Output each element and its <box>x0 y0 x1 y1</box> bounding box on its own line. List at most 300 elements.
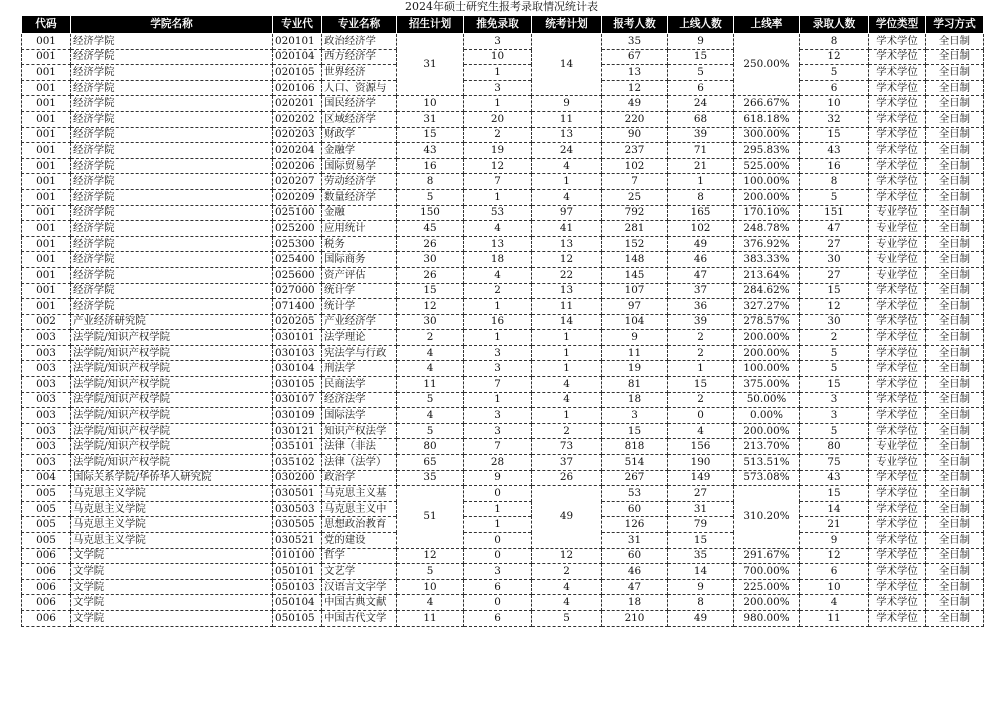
exempt-admitted-cell: 1 <box>464 517 532 533</box>
qualify-rate-cell: 200.00% <box>734 189 800 205</box>
admitted-cell: 30 <box>800 314 869 330</box>
college-cell: 经济学院 <box>71 49 273 65</box>
degree-type-cell: 学术学位 <box>869 299 926 315</box>
major-name-cell: 知识产权法学 <box>322 423 397 439</box>
qualified-cell: 71 <box>668 143 734 159</box>
table-row <box>22 252 984 268</box>
college-cell: 经济学院 <box>71 127 273 143</box>
table-row <box>22 189 984 205</box>
qualify-rate-cell: 0.00% <box>734 408 800 424</box>
degree-type-cell: 专业学位 <box>869 205 926 221</box>
qualify-rate-cell: 525.00% <box>734 158 800 174</box>
applicants-cell: 281 <box>602 221 668 237</box>
major-name-cell: 汉语言文字学 <box>322 579 397 595</box>
major-code-cell: 050103 <box>273 579 322 595</box>
college-cell: 经济学院 <box>71 143 273 159</box>
table-row <box>22 408 984 424</box>
college-cell: 马克思主义学院 <box>71 517 273 533</box>
exempt-admitted-cell: 28 <box>464 455 532 471</box>
study-mode-cell: 全日制 <box>926 236 984 252</box>
table-row <box>22 49 984 65</box>
major-name-cell: 刑法学 <box>322 361 397 377</box>
code-cell: 001 <box>22 158 71 174</box>
qualify-rate-cell: 291.67% <box>734 548 800 564</box>
code-cell: 001 <box>22 111 71 127</box>
major-code-cell: 030109 <box>273 408 322 424</box>
major-name-cell: 资产评估 <box>322 267 397 283</box>
major-name-cell: 思想政治教育 <box>322 517 397 533</box>
degree-type-cell: 学术学位 <box>869 501 926 517</box>
major-name-cell: 金融学 <box>322 143 397 159</box>
applicants-cell: 60 <box>602 501 668 517</box>
admitted-cell: 5 <box>800 361 869 377</box>
col-header-qualified: 上线人数 <box>668 16 734 34</box>
enroll-plan-cell: 45 <box>397 221 464 237</box>
major-name-cell: 文艺学 <box>322 564 397 580</box>
code-cell: 006 <box>22 610 71 626</box>
admitted-cell: 16 <box>800 158 869 174</box>
college-cell: 文学院 <box>71 595 273 611</box>
study-mode-cell: 全日制 <box>926 96 984 112</box>
college-cell: 马克思主义学院 <box>71 486 273 502</box>
major-name-cell: 宪法学与行政 <box>322 345 397 361</box>
college-cell: 经济学院 <box>71 299 273 315</box>
exam-plan-cell: 2 <box>532 423 602 439</box>
major-name-cell: 法学理论 <box>322 330 397 346</box>
exam-plan-cell: 4 <box>532 392 602 408</box>
college-cell: 经济学院 <box>71 96 273 112</box>
enroll-plan-cell: 5 <box>397 392 464 408</box>
exam-plan-cell: 5 <box>532 610 602 626</box>
qualified-cell: 35 <box>668 548 734 564</box>
admitted-cell: 8 <box>800 34 869 50</box>
degree-type-cell: 专业学位 <box>869 455 926 471</box>
admitted-cell: 14 <box>800 501 869 517</box>
table-row <box>22 455 984 471</box>
qualify-rate-cell: 248.78% <box>734 221 800 237</box>
exempt-admitted-cell: 1 <box>464 392 532 408</box>
code-cell: 003 <box>22 408 71 424</box>
college-cell: 马克思主义学院 <box>71 501 273 517</box>
study-mode-cell: 全日制 <box>926 314 984 330</box>
table-row <box>22 143 984 159</box>
major-code-cell: 020207 <box>273 174 322 190</box>
college-cell: 法学院/知识产权学院 <box>71 345 273 361</box>
code-cell: 003 <box>22 423 71 439</box>
qualified-cell: 79 <box>668 517 734 533</box>
study-mode-cell: 全日制 <box>926 252 984 268</box>
code-cell: 001 <box>22 127 71 143</box>
qualified-cell: 2 <box>668 345 734 361</box>
college-cell: 经济学院 <box>71 189 273 205</box>
degree-type-cell: 学术学位 <box>869 610 926 626</box>
degree-type-cell: 学术学位 <box>869 111 926 127</box>
study-mode-cell: 全日制 <box>926 579 984 595</box>
code-cell: 001 <box>22 299 71 315</box>
major-name-cell: 法律（非法 <box>322 439 397 455</box>
major-code-cell: 020206 <box>273 158 322 174</box>
code-cell: 003 <box>22 439 71 455</box>
college-cell: 经济学院 <box>71 80 273 96</box>
exempt-admitted-cell: 6 <box>464 610 532 626</box>
table-row <box>22 34 984 50</box>
exam-plan-cell: 49 <box>532 486 602 548</box>
applicants-cell: 237 <box>602 143 668 159</box>
major-name-cell: 政治经济学 <box>322 34 397 50</box>
table-row <box>22 486 984 502</box>
major-code-cell: 025200 <box>273 221 322 237</box>
enroll-plan-cell: 5 <box>397 423 464 439</box>
code-cell: 001 <box>22 189 71 205</box>
applicants-cell: 47 <box>602 579 668 595</box>
qualify-rate-cell: 573.08% <box>734 470 800 486</box>
major-code-cell: 030121 <box>273 423 322 439</box>
study-mode-cell: 全日制 <box>926 299 984 315</box>
degree-type-cell: 学术学位 <box>869 65 926 81</box>
table-row <box>22 345 984 361</box>
qualified-cell: 27 <box>668 486 734 502</box>
exempt-admitted-cell: 53 <box>464 205 532 221</box>
college-cell: 法学院/知识产权学院 <box>71 377 273 393</box>
major-name-cell: 马克思主义基 <box>322 486 397 502</box>
exam-plan-cell: 26 <box>532 470 602 486</box>
major-code-cell: 025300 <box>273 236 322 252</box>
exempt-admitted-cell: 13 <box>464 236 532 252</box>
col-header-code: 代码 <box>22 16 71 34</box>
study-mode-cell: 全日制 <box>926 517 984 533</box>
exempt-admitted-cell: 2 <box>464 283 532 299</box>
major-name-cell: 人口、资源与 <box>322 80 397 96</box>
qualify-rate-cell: 284.62% <box>734 283 800 299</box>
degree-type-cell: 学术学位 <box>869 579 926 595</box>
study-mode-cell: 全日制 <box>926 486 984 502</box>
exam-plan-cell: 97 <box>532 205 602 221</box>
exam-plan-cell: 1 <box>532 345 602 361</box>
code-cell: 001 <box>22 221 71 237</box>
exam-plan-cell: 1 <box>532 361 602 377</box>
admitted-cell: 5 <box>800 345 869 361</box>
table-row <box>22 564 984 580</box>
code-cell: 001 <box>22 143 71 159</box>
col-header-study-mode: 学习方式 <box>926 16 984 34</box>
table-row <box>22 377 984 393</box>
qualify-rate-cell: 383.33% <box>734 252 800 268</box>
qualified-cell: 15 <box>668 49 734 65</box>
code-cell: 005 <box>22 501 71 517</box>
exempt-admitted-cell: 3 <box>464 408 532 424</box>
admitted-cell: 43 <box>800 143 869 159</box>
applicants-cell: 81 <box>602 377 668 393</box>
enroll-plan-cell: 11 <box>397 610 464 626</box>
applicants-cell: 148 <box>602 252 668 268</box>
admitted-cell: 15 <box>800 127 869 143</box>
header-row <box>22 16 984 34</box>
code-cell: 006 <box>22 564 71 580</box>
exam-plan-cell: 13 <box>532 127 602 143</box>
applicants-cell: 145 <box>602 267 668 283</box>
enroll-plan-cell: 2 <box>397 330 464 346</box>
table-row <box>22 96 984 112</box>
major-code-cell: 030521 <box>273 533 322 549</box>
major-code-cell: 071400 <box>273 299 322 315</box>
qualify-rate-cell: 200.00% <box>734 595 800 611</box>
qualify-rate-cell: 295.83% <box>734 143 800 159</box>
qualified-cell: 49 <box>668 610 734 626</box>
qualified-cell: 39 <box>668 314 734 330</box>
degree-type-cell: 专业学位 <box>869 252 926 268</box>
major-code-cell: 050101 <box>273 564 322 580</box>
applicants-cell: 49 <box>602 96 668 112</box>
admitted-cell: 5 <box>800 65 869 81</box>
major-code-cell: 030503 <box>273 501 322 517</box>
qualified-cell: 2 <box>668 392 734 408</box>
table-row <box>22 299 984 315</box>
exempt-admitted-cell: 12 <box>464 158 532 174</box>
qualified-cell: 21 <box>668 158 734 174</box>
degree-type-cell: 学术学位 <box>869 330 926 346</box>
college-cell: 文学院 <box>71 548 273 564</box>
exam-plan-cell: 11 <box>532 111 602 127</box>
qualified-cell: 15 <box>668 377 734 393</box>
table-row <box>22 533 984 549</box>
code-cell: 005 <box>22 533 71 549</box>
qualify-rate-cell: 213.64% <box>734 267 800 283</box>
enroll-plan-cell: 65 <box>397 455 464 471</box>
exempt-admitted-cell: 9 <box>464 470 532 486</box>
exam-plan-cell: 14 <box>532 34 602 96</box>
major-name-cell: 西方经济学 <box>322 49 397 65</box>
code-cell: 003 <box>22 330 71 346</box>
qualify-rate-cell: 100.00% <box>734 174 800 190</box>
enroll-plan-cell: 43 <box>397 143 464 159</box>
table-row <box>22 65 984 81</box>
qualified-cell: 5 <box>668 65 734 81</box>
college-cell: 经济学院 <box>71 111 273 127</box>
applicants-cell: 31 <box>602 533 668 549</box>
admitted-cell: 12 <box>800 548 869 564</box>
exempt-admitted-cell: 7 <box>464 377 532 393</box>
exam-plan-cell: 1 <box>532 330 602 346</box>
qualified-cell: 14 <box>668 564 734 580</box>
qualified-cell: 36 <box>668 299 734 315</box>
admitted-cell: 3 <box>800 392 869 408</box>
enroll-plan-cell: 35 <box>397 470 464 486</box>
major-name-cell: 数量经济学 <box>322 189 397 205</box>
study-mode-cell: 全日制 <box>926 143 984 159</box>
applicants-cell: 97 <box>602 299 668 315</box>
enroll-plan-cell: 4 <box>397 595 464 611</box>
exam-plan-cell: 73 <box>532 439 602 455</box>
exempt-admitted-cell: 3 <box>464 345 532 361</box>
enroll-plan-cell: 31 <box>397 111 464 127</box>
exam-plan-cell: 12 <box>532 252 602 268</box>
study-mode-cell: 全日制 <box>926 34 984 50</box>
admitted-cell: 11 <box>800 610 869 626</box>
major-code-cell: 027000 <box>273 283 322 299</box>
qualify-rate-cell: 278.57% <box>734 314 800 330</box>
college-cell: 法学院/知识产权学院 <box>71 392 273 408</box>
study-mode-cell: 全日制 <box>926 377 984 393</box>
major-code-cell: 030200 <box>273 470 322 486</box>
qualified-cell: 8 <box>668 595 734 611</box>
major-code-cell: 025100 <box>273 205 322 221</box>
code-cell: 005 <box>22 517 71 533</box>
major-code-cell: 020202 <box>273 111 322 127</box>
major-code-cell: 020205 <box>273 314 322 330</box>
qualify-rate-cell: 200.00% <box>734 345 800 361</box>
table-body <box>22 34 984 627</box>
qualify-rate-cell: 250.00% <box>734 34 800 96</box>
applicants-cell: 53 <box>602 486 668 502</box>
study-mode-cell: 全日制 <box>926 564 984 580</box>
degree-type-cell: 学术学位 <box>869 392 926 408</box>
admitted-cell: 27 <box>800 236 869 252</box>
admitted-cell: 32 <box>800 111 869 127</box>
table-row <box>22 127 984 143</box>
major-code-cell: 030101 <box>273 330 322 346</box>
major-name-cell: 劳动经济学 <box>322 174 397 190</box>
study-mode-cell: 全日制 <box>926 158 984 174</box>
degree-type-cell: 学术学位 <box>869 80 926 96</box>
college-cell: 法学院/知识产权学院 <box>71 439 273 455</box>
study-mode-cell: 全日制 <box>926 49 984 65</box>
enroll-plan-cell: 4 <box>397 408 464 424</box>
degree-type-cell: 学术学位 <box>869 96 926 112</box>
major-name-cell: 统计学 <box>322 299 397 315</box>
exam-plan-cell: 37 <box>532 455 602 471</box>
table-row <box>22 423 984 439</box>
qualify-rate-cell: 327.27% <box>734 299 800 315</box>
table-row <box>22 283 984 299</box>
code-cell: 001 <box>22 205 71 221</box>
code-cell: 006 <box>22 595 71 611</box>
college-cell: 经济学院 <box>71 205 273 221</box>
major-code-cell: 025400 <box>273 252 322 268</box>
applicants-cell: 13 <box>602 65 668 81</box>
exempt-admitted-cell: 3 <box>464 564 532 580</box>
code-cell: 003 <box>22 392 71 408</box>
enroll-plan-cell: 150 <box>397 205 464 221</box>
major-name-cell: 国际贸易学 <box>322 158 397 174</box>
admitted-cell: 15 <box>800 283 869 299</box>
major-code-cell: 035101 <box>273 439 322 455</box>
qualified-cell: 156 <box>668 439 734 455</box>
applicants-cell: 107 <box>602 283 668 299</box>
qualified-cell: 6 <box>668 80 734 96</box>
major-code-cell: 020105 <box>273 65 322 81</box>
study-mode-cell: 全日制 <box>926 548 984 564</box>
applicants-cell: 7 <box>602 174 668 190</box>
table-row <box>22 267 984 283</box>
applicants-cell: 35 <box>602 34 668 50</box>
major-name-cell: 法律（法学） <box>322 455 397 471</box>
qualify-rate-cell: 980.00% <box>734 610 800 626</box>
college-cell: 经济学院 <box>71 34 273 50</box>
enroll-plan-cell: 30 <box>397 314 464 330</box>
table-row <box>22 501 984 517</box>
code-cell: 006 <box>22 579 71 595</box>
major-name-cell: 中国古代文学 <box>322 610 397 626</box>
table-row <box>22 610 984 626</box>
enroll-plan-cell: 4 <box>397 361 464 377</box>
qualified-cell: 4 <box>668 423 734 439</box>
college-cell: 经济学院 <box>71 221 273 237</box>
code-cell: 001 <box>22 267 71 283</box>
college-cell: 法学院/知识产权学院 <box>71 361 273 377</box>
applicants-cell: 104 <box>602 314 668 330</box>
table-row <box>22 361 984 377</box>
major-code-cell: 020203 <box>273 127 322 143</box>
enroll-plan-cell: 5 <box>397 189 464 205</box>
major-code-cell: 030501 <box>273 486 322 502</box>
qualified-cell: 8 <box>668 189 734 205</box>
exempt-admitted-cell: 0 <box>464 533 532 549</box>
exempt-admitted-cell: 1 <box>464 330 532 346</box>
applicants-cell: 818 <box>602 439 668 455</box>
exempt-admitted-cell: 0 <box>464 548 532 564</box>
qualify-rate-cell: 170.10% <box>734 205 800 221</box>
exam-plan-cell: 13 <box>532 236 602 252</box>
code-cell: 001 <box>22 252 71 268</box>
qualify-rate-cell: 618.18% <box>734 111 800 127</box>
enroll-plan-cell: 80 <box>397 439 464 455</box>
col-header-exam-plan: 统考计划 <box>532 16 602 34</box>
exempt-admitted-cell: 10 <box>464 49 532 65</box>
study-mode-cell: 全日制 <box>926 221 984 237</box>
degree-type-cell: 学术学位 <box>869 143 926 159</box>
major-name-cell: 财政学 <box>322 127 397 143</box>
exempt-admitted-cell: 6 <box>464 579 532 595</box>
degree-type-cell: 学术学位 <box>869 595 926 611</box>
applicants-cell: 15 <box>602 423 668 439</box>
exempt-admitted-cell: 1 <box>464 501 532 517</box>
major-code-cell: 050104 <box>273 595 322 611</box>
enroll-plan-cell: 15 <box>397 127 464 143</box>
exam-plan-cell: 4 <box>532 579 602 595</box>
major-name-cell: 统计学 <box>322 283 397 299</box>
enroll-plan-cell: 4 <box>397 345 464 361</box>
major-code-cell: 035102 <box>273 455 322 471</box>
qualified-cell: 39 <box>668 127 734 143</box>
code-cell: 004 <box>22 470 71 486</box>
exempt-admitted-cell: 3 <box>464 34 532 50</box>
qualified-cell: 9 <box>668 579 734 595</box>
degree-type-cell: 学术学位 <box>869 361 926 377</box>
applicants-cell: 792 <box>602 205 668 221</box>
admitted-cell: 8 <box>800 174 869 190</box>
admitted-cell: 6 <box>800 564 869 580</box>
col-header-enroll-plan: 招生计划 <box>397 16 464 34</box>
applicants-cell: 11 <box>602 345 668 361</box>
degree-type-cell: 学术学位 <box>869 564 926 580</box>
degree-type-cell: 学术学位 <box>869 49 926 65</box>
table-row <box>22 470 984 486</box>
applicants-cell: 60 <box>602 548 668 564</box>
major-code-cell: 020201 <box>273 96 322 112</box>
admitted-cell: 15 <box>800 486 869 502</box>
applicants-cell: 3 <box>602 408 668 424</box>
table-row <box>22 174 984 190</box>
major-name-cell: 国际商务 <box>322 252 397 268</box>
major-code-cell: 020104 <box>273 49 322 65</box>
study-mode-cell: 全日制 <box>926 361 984 377</box>
exam-plan-cell: 22 <box>532 267 602 283</box>
degree-type-cell: 学术学位 <box>869 174 926 190</box>
college-cell: 法学院/知识产权学院 <box>71 408 273 424</box>
col-header-applicants: 报考人数 <box>602 16 668 34</box>
major-code-cell: 020106 <box>273 80 322 96</box>
qualify-rate-cell: 376.92% <box>734 236 800 252</box>
